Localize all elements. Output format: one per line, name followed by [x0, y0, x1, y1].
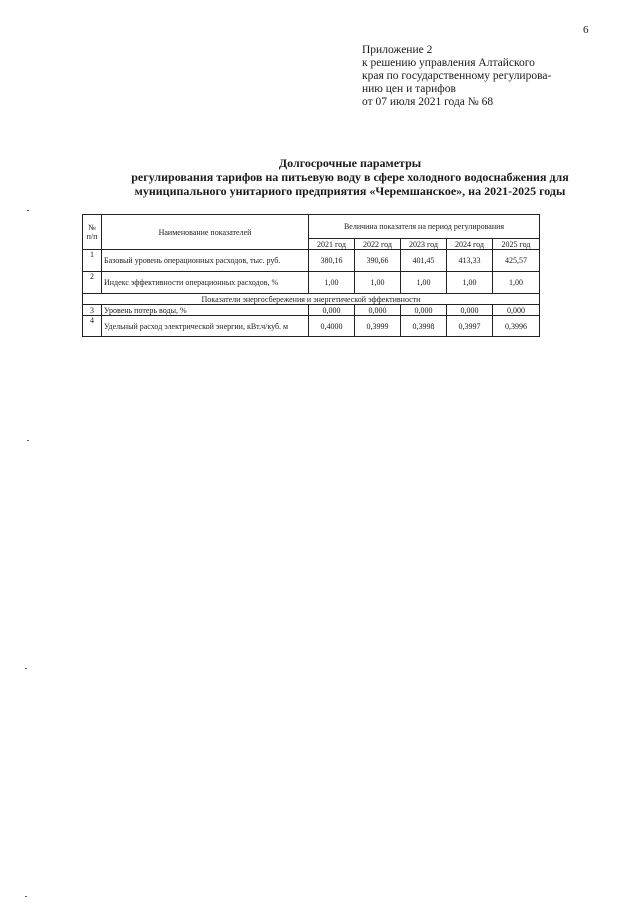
header-year: 2024 год	[447, 239, 493, 250]
scan-artifact	[27, 210, 29, 211]
row-value: 380,16	[309, 250, 355, 272]
header-name: Наименование показателей	[102, 215, 309, 250]
row-value: 0,3996	[493, 316, 540, 337]
row-num: 2	[83, 272, 102, 294]
title-line: регулирования тарифов на питьевую воду в сфере холодного водоснабжения для	[131, 170, 569, 184]
title-line: Долгосрочные параметры	[278, 156, 422, 170]
row-value: 1,00	[309, 272, 355, 294]
parameters-table	[82, 214, 540, 337]
document-title	[60, 156, 639, 198]
row-name: Удельный расход электрической энергии, кВт.ч/куб. м	[102, 316, 309, 337]
section-title: Показатели энергосбережения и энергетической эффективности	[83, 294, 540, 305]
appendix-line: от 07 июля 2021 года № 68	[362, 96, 494, 108]
row-value: 0,3997	[447, 316, 493, 337]
row-value: 401,45	[401, 250, 447, 272]
row-value: 390,66	[355, 250, 401, 272]
appendix-line: края по государственному регулирова-	[362, 70, 552, 82]
row-value: 0,000	[401, 305, 447, 316]
scan-artifact	[27, 440, 29, 441]
header-year: 2022 год	[355, 239, 401, 250]
row-num: 3	[83, 305, 102, 316]
row-value: 0,3998	[401, 316, 447, 337]
appendix-line: Приложение 2	[362, 44, 433, 56]
row-value: 1,00	[401, 272, 447, 294]
header-num: № п/п	[83, 215, 102, 250]
row-value: 425,57	[493, 250, 540, 272]
table-row	[83, 250, 540, 272]
row-value: 1,00	[447, 272, 493, 294]
row-value: 0,000	[309, 305, 355, 316]
row-value: 0,000	[355, 305, 401, 316]
appendix-block	[362, 44, 551, 109]
row-num: 1	[83, 250, 102, 272]
row-value: 413,33	[447, 250, 493, 272]
header-value-group: Величина показателя на период регулирования	[309, 215, 540, 239]
table-row	[83, 305, 540, 316]
row-value: 1,00	[355, 272, 401, 294]
table-row	[83, 316, 540, 337]
row-value: 0,000	[493, 305, 540, 316]
row-name: Базовый уровень операционных расходов, тыс. руб.	[102, 250, 309, 272]
title-line: муниципального унитариого предприятия «Черемшанское», на 2021-2025 годы	[134, 184, 566, 198]
row-name: Индекс эффективности операционных расходов, %	[102, 272, 309, 294]
header-year: 2025 год	[493, 239, 540, 250]
row-num: 4	[83, 316, 102, 337]
page-number: 6	[583, 24, 589, 36]
row-value: 1,00	[493, 272, 540, 294]
appendix-line: к решению управления Алтайского	[362, 57, 535, 69]
row-value: 0,4000	[309, 316, 355, 337]
header-year: 2021 год	[309, 239, 355, 250]
section-row	[83, 294, 540, 305]
row-value: 0,000	[447, 305, 493, 316]
scan-artifact	[25, 896, 27, 897]
appendix-line: нию цен и тарифов	[362, 83, 456, 95]
table-row	[83, 272, 540, 294]
header-year: 2023 год	[401, 239, 447, 250]
scan-artifact	[25, 668, 27, 669]
row-name: Уровень потерь воды, %	[102, 305, 309, 316]
row-value: 0,3999	[355, 316, 401, 337]
